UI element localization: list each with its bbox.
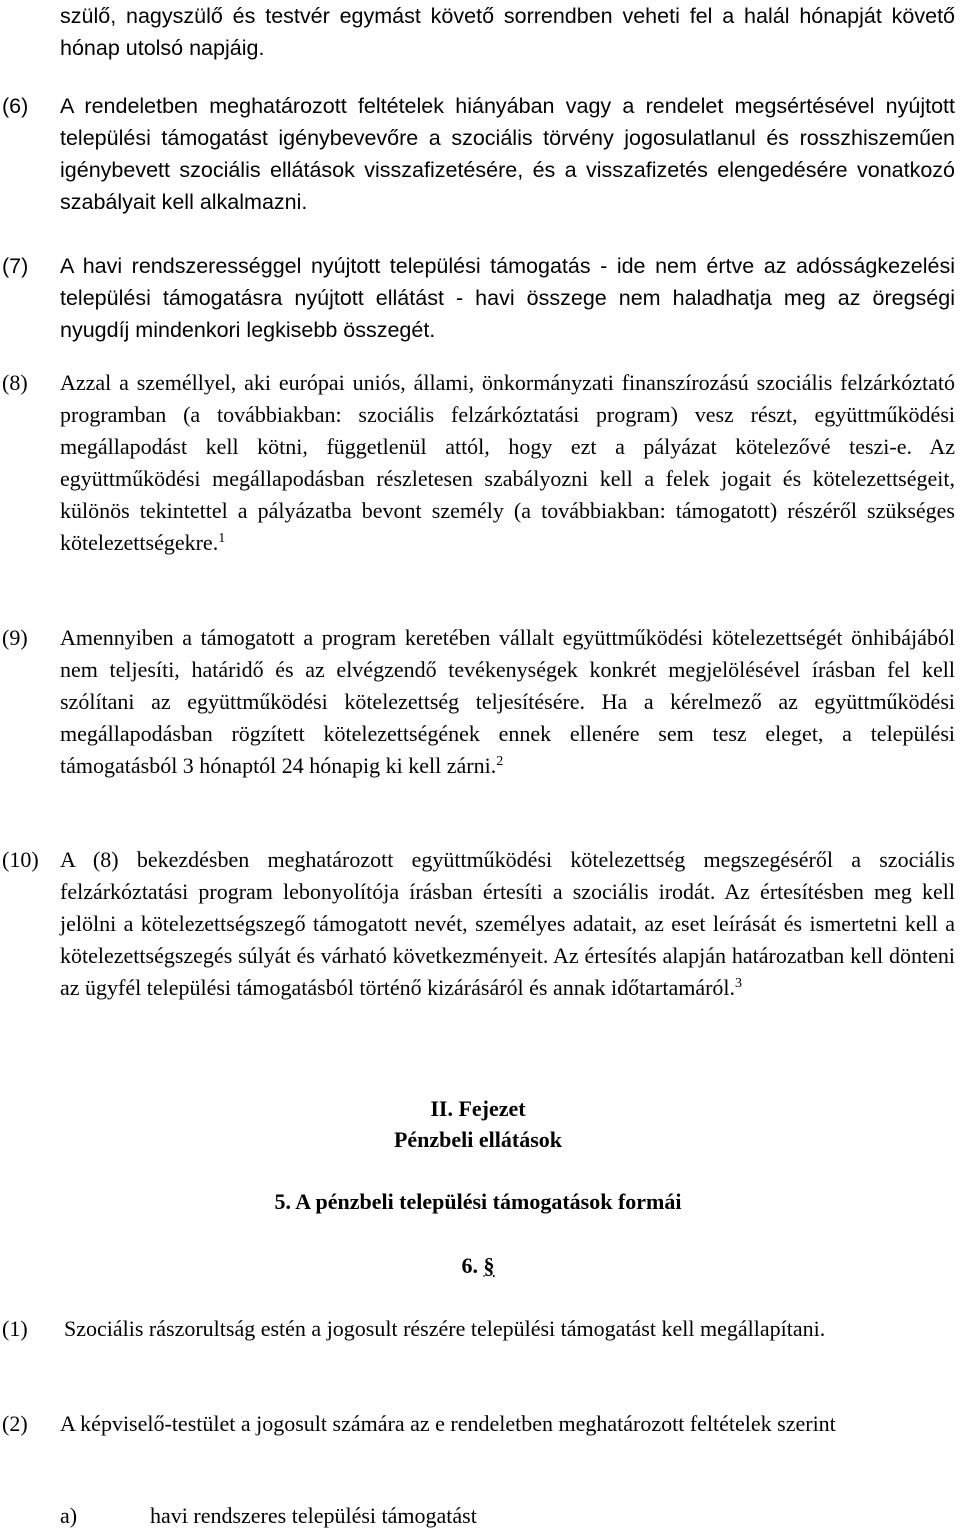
- paragraph-body: Azzal a személlyel, aki európai uniós, állami, önkormányzati finanszírozású szociális felzárkóztató programban (a továbbiakban: szociális felzárkóztatási program) vesz részt, együttműködési megállapodást kell kötni, függetlenül attól, hogy ezt a pályázat kötelezővé teszi-e. Az együttműködési megállapodásban részletesen szabályozni kell a felek jogait és kötelezettségeit, különös tekintettel a pályázatba bevont személy (a továbbiakban: támogatott) részéről szükséges kötelezettségekre.: [60, 370, 955, 555]
- paragraph-number: (2): [2, 1411, 28, 1436]
- section-title: 5. A pénzbeli települési támogatások formái: [274, 1189, 682, 1214]
- paragraph-continuation: [0, 0, 956, 64]
- section-paragraph-2: [0, 1408, 956, 1440]
- paragraph-6: [0, 90, 956, 218]
- paragraph-body: Amennyiben a támogatott a program keretében vállalt együttműködési kötelezettségét önhibájából nem teljesíti, határidő és az elvégzendő tevékenységek konkrét megjelölésével írásban fel kell szólítani az együttműködési kötelezettség teljesítésére. Ha a kérelmező az együttműködési megállapodásban rögzített kötelezettségének ennek ellenére sem tesz eleget, a települési támogatásból 3 hónaptól 24 hónapig ki kell zárni.: [60, 625, 955, 778]
- paragraph-10: [0, 844, 956, 1004]
- section-sign-icon: §: [483, 1253, 495, 1278]
- list-item-text: havi rendszeres települési támogatást: [150, 1503, 477, 1528]
- paragraph-number: (7): [2, 254, 29, 278]
- footnote-reference: 1: [218, 531, 226, 546]
- paragraph-text: [60, 367, 955, 559]
- paragraph-body: A (8) bekezdésben meghatározott együttműködési kötelezettség megszegéséről a szociális felzárkóztatási program lebonyolítója írásban értesíti a szociális irodát. Az értesítésben meg kell jelölni a kötelezettségszegő támogatott nevét, személyes adatait, az eset leírását és ismertetni kell a kötelezettségszegés súlyát és várható következményeit. Az értesítés alapján határozatban kell dönteni az ügyfél települési támogatásból történő kizárásáról és annak időtartamáról.: [60, 847, 955, 1000]
- paragraph-9: [0, 622, 956, 782]
- chapter-title: Pénzbeli ellátások: [393, 1127, 563, 1152]
- paragraph-text: [60, 844, 955, 1004]
- paragraph-text: A havi rendszerességgel nyújtott települési támogatás - ide nem értve az adósságkezelési települési támogatásra nyújtott ellátást - havi összege nem haladhatja meg az öregségi nyugdíj mindenkori legkisebb összegét.: [60, 254, 955, 342]
- paragraph-text: Szociális rászorultság estén a jogosult részére települési támogatást kell megállapítani.: [64, 1316, 826, 1341]
- footnote-reference: 3: [735, 976, 743, 991]
- paragraph-number: (10): [2, 847, 39, 872]
- paragraph-number: (1): [2, 1316, 28, 1341]
- footnote-reference: 2: [496, 754, 504, 769]
- paragraph-number: (9): [2, 625, 28, 650]
- paragraph-mark: [0, 1250, 956, 1282]
- paragraph-text: A képviselő-testület a jogosult számára az e rendeletben meghatározott feltételek szerint: [60, 1411, 836, 1436]
- paragraph-8: [0, 367, 956, 559]
- chapter-number: II. Fejezet: [430, 1096, 526, 1121]
- paragraph-7: [0, 250, 956, 346]
- paragraph-text: A rendeletben meghatározott feltételek hiányában vagy a rendelet megsértésével nyújtott települési támogatást igénybevevőre a szociális törvény jogosulatlanul és rosszhiszeműen igénybevett szociális ellátások visszafizetésére, és a visszafizetés elengedésére vonatkozó szabályait kell alkalmazni.: [60, 94, 955, 214]
- paragraph-text: szülő, nagyszülő és testvér egymást követő sorrendben veheti fel a halál hónapját követő hónap utolsó napjáig.: [60, 4, 955, 60]
- paragraph-text: [60, 622, 955, 782]
- paragraph-number: (6): [2, 94, 29, 118]
- paragraph-number: (8): [2, 370, 28, 395]
- section-paragraph-1: [0, 1313, 956, 1345]
- list-marker: a): [60, 1503, 78, 1528]
- paragraph-mark-number: 6.: [461, 1253, 478, 1278]
